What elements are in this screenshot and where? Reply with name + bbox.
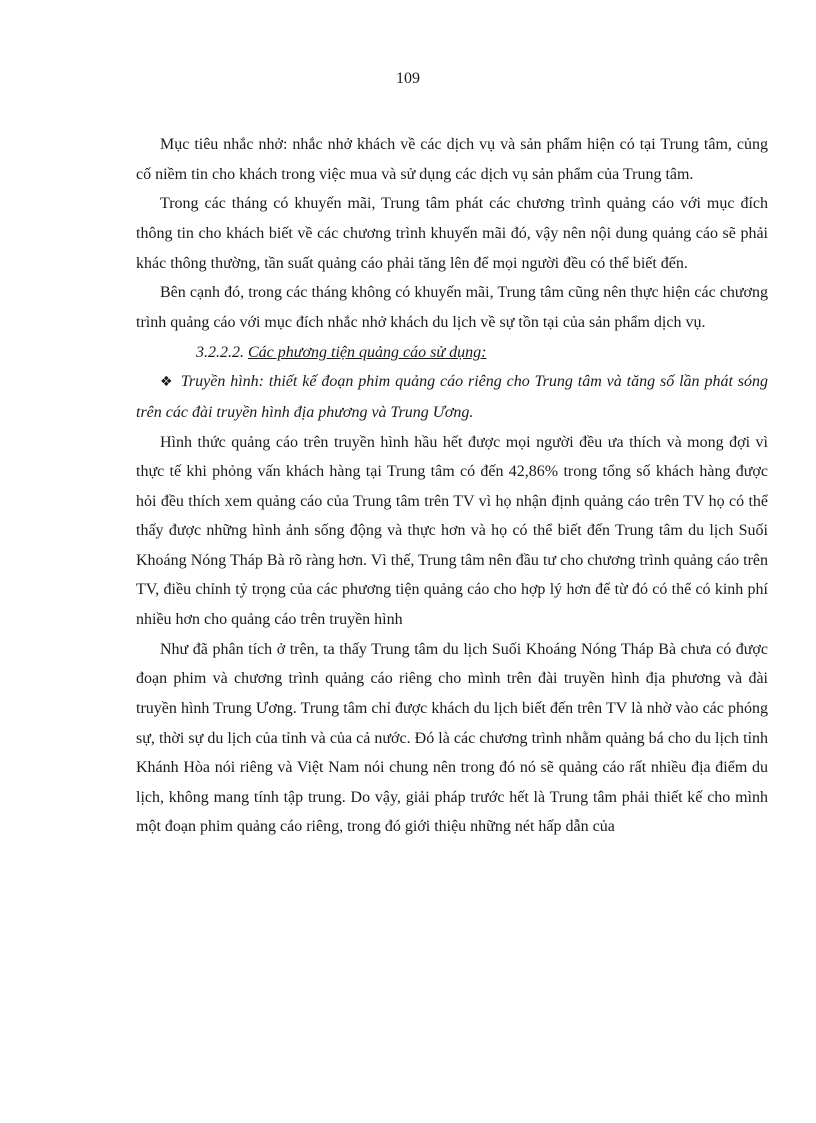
diamond-bullet-icon: ❖ bbox=[160, 374, 173, 391]
paragraph-non-promotion-months: Bên cạnh đó, trong các tháng không có khuyến mãi, Trung tâm cũng nên thực hiện các chương trình quảng cáo với mục đích nhắc nhở khách du lịch về sự tồn tại của sản phẩm dịch vụ. bbox=[136, 284, 768, 331]
bullet-television bbox=[136, 367, 768, 427]
section-title: Các phương tiện quảng cáo sử dụng: bbox=[248, 343, 487, 361]
section-number: 3.2.2.2. bbox=[196, 343, 244, 361]
section-heading bbox=[136, 338, 768, 368]
bullet-text: Truyền hình: thiết kế đoạn phim quảng cáo riêng cho Trung tâm và tăng số lần phát sóng trên các đài truyền hình địa phương và Trung Ương. bbox=[136, 373, 768, 421]
document-body bbox=[136, 130, 768, 842]
paragraph-promotion-months: Trong các tháng có khuyến mãi, Trung tâm phát các chương trình quảng cáo với mục đích thông tin cho khách biết về các chương trình khuyến mãi đó, vậy nên nội dung quảng cáo sẽ phải khác thông thường, tần suất quảng cáo phải tăng lên để mọi người đều có thể biết đến. bbox=[136, 195, 768, 272]
paragraph-tv-preference: Hình thức quảng cáo trên truyền hình hầu hết được mọi người đều ưa thích và mong đợi vì thực tế khi phỏng vấn khách hàng tại Trung tâm có đến 42,86% trong tổng số khách hàng được hỏi đều thích xem quảng cáo của Trung tâm trên TV vì họ nhận định quảng cáo trên TV họ có thể thấy được những hình ảnh sống động và thực hơn và họ có thể biết đến Trung tâm du lịch Suối Khoáng Nóng Tháp Bà rõ ràng hơn. Vì thế, Trung tâm nên đầu tư cho chương trình quảng cáo trên TV, điều chỉnh tỷ trọng của các phương tiện quảng cáo cho hợp lý hơn để từ đó có thể có kinh phí nhiều hơn cho quảng cáo trên truyền hình bbox=[136, 433, 768, 629]
paragraph-tv-analysis: Như đã phân tích ở trên, ta thấy Trung tâm du lịch Suối Khoáng Nóng Tháp Bà chưa có được đoạn phim và chương trình quảng cáo riêng cho mình trên đài truyền hình địa phương và đài truyền hình Trung Ương. Trung tâm chỉ được khách du lịch biết đến trên TV là nhờ vào các phóng sự, thời sự du lịch của tỉnh và của cả nước. Đó là các chương trình nhằm quảng bá cho du lịch tỉnh Khánh Hòa nói riêng và Việt Nam nói chung nên trong đó nó sẽ quảng cáo rất nhiều địa điểm du lịch, không mang tính tập trung. Do vậy, giải pháp trước hết là Trung tâm phải thiết kế cho mình một đoạn phim quảng cáo riêng, trong đó giới thiệu những nét hấp dẫn của bbox=[136, 640, 768, 836]
page-number: 109 bbox=[396, 70, 420, 87]
paragraph-reminder-goal: Mục tiêu nhắc nhở: nhắc nhở khách về các dịch vụ và sản phẩm hiện có tại Trung tâm, củng cố niềm tin cho khách trong việc mua và sử dụng các dịch vụ sản phẩm của Trung tâm. bbox=[136, 136, 768, 183]
